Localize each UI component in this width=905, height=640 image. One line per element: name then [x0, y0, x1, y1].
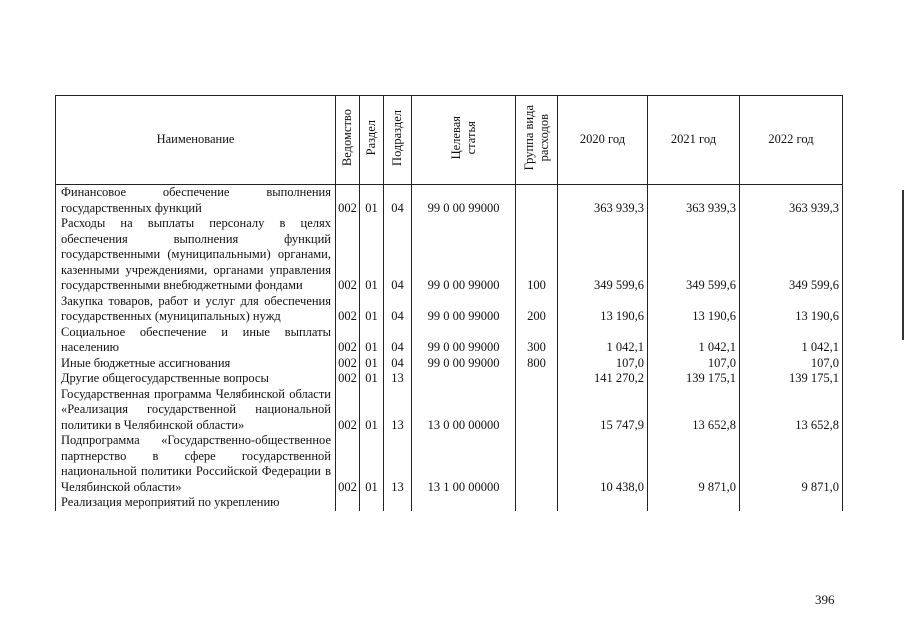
row-2021: 349 599,6	[648, 216, 740, 294]
row-2021: 107,0	[648, 356, 740, 372]
row-razdel: 01	[360, 433, 384, 495]
header-2021: 2021 год	[648, 96, 740, 185]
row-vedomstvo: 002	[336, 294, 360, 325]
row-target-article: 99 0 00 99000	[412, 294, 516, 325]
row-expense-group: 300	[516, 325, 558, 356]
budget-table	[55, 95, 843, 511]
row-2020: 1 042,1	[558, 325, 648, 356]
row-2020: 363 939,3	[558, 185, 648, 217]
row-expense-group	[516, 185, 558, 217]
row-vedomstvo: 002	[336, 433, 360, 495]
row-2022: 13 190,6	[740, 294, 843, 325]
row-vedomstvo: 002	[336, 371, 360, 387]
row-vedomstvo: 002	[336, 387, 360, 434]
row-2022: 139 175,1	[740, 371, 843, 387]
header-vedomstvo: Ведомство	[336, 96, 360, 185]
row-razdel: 01	[360, 216, 384, 294]
row-2022: 13 652,8	[740, 387, 843, 434]
row-vedomstvo: 002	[336, 356, 360, 372]
table-row	[56, 185, 843, 217]
row-razdel: 01	[360, 371, 384, 387]
table-row	[56, 387, 843, 434]
table-row	[56, 325, 843, 356]
row-podrazdel: 04	[384, 325, 412, 356]
row-name: Финансовое обеспечение выполнения государственных функций	[56, 185, 336, 217]
row-podrazdel: 04	[384, 294, 412, 325]
row-expense-group	[516, 433, 558, 495]
table-row	[56, 433, 843, 495]
row-name: Закупка товаров, работ и услуг для обеспечения государственных (муниципальных) нужд	[56, 294, 336, 325]
row-target-article: 99 0 00 99000	[412, 325, 516, 356]
row-name: Расходы на выплаты персоналу в целях обеспечения выполнения функций государственными (муниципальными) органами, казенными учреждениями, органами управления государственными внебюджетными фондами	[56, 216, 336, 294]
row-podrazdel: 04	[384, 185, 412, 217]
row-podrazdel: 04	[384, 216, 412, 294]
row-vedomstvo: 002	[336, 185, 360, 217]
row-2022: 363 939,3	[740, 185, 843, 217]
row-razdel: 01	[360, 294, 384, 325]
row-podrazdel: 13	[384, 387, 412, 434]
row-name: Иные бюджетные ассигнования	[56, 356, 336, 372]
header-name: Наименование	[56, 96, 336, 185]
header-2020: 2020 год	[558, 96, 648, 185]
table-row	[56, 294, 843, 325]
row-2021: 1 042,1	[648, 325, 740, 356]
table-row	[56, 356, 843, 372]
table-row	[56, 495, 843, 511]
row-2020: 13 190,6	[558, 294, 648, 325]
row-2021	[648, 495, 740, 511]
row-2021: 13 652,8	[648, 387, 740, 434]
row-2022: 1 042,1	[740, 325, 843, 356]
row-expense-group	[516, 371, 558, 387]
header-2022: 2022 год	[740, 96, 843, 185]
row-2021: 363 939,3	[648, 185, 740, 217]
row-2021: 13 190,6	[648, 294, 740, 325]
row-2022: 9 871,0	[740, 433, 843, 495]
row-expense-group	[516, 495, 558, 511]
row-2020	[558, 495, 648, 511]
row-razdel: 01	[360, 325, 384, 356]
table-header-row	[56, 96, 843, 185]
row-name: Подпрограмма «Государственно-общественное партнерство в сфере государственной национальной политики Российской Федерации в Челябинской области»	[56, 433, 336, 495]
row-vedomstvo: 002	[336, 216, 360, 294]
table-row	[56, 216, 843, 294]
row-target-article: 13 0 00 00000	[412, 387, 516, 434]
row-podrazdel: 13	[384, 371, 412, 387]
row-2020: 10 438,0	[558, 433, 648, 495]
row-2022: 107,0	[740, 356, 843, 372]
row-2020: 349 599,6	[558, 216, 648, 294]
header-podrazdel: Подраздел	[384, 96, 412, 185]
row-2022	[740, 495, 843, 511]
row-vedomstvo	[336, 495, 360, 511]
header-target-article: Целевая статья	[412, 96, 516, 185]
header-expense-group: Группа вида расходов	[516, 96, 558, 185]
row-2020: 15 747,9	[558, 387, 648, 434]
row-podrazdel: 13	[384, 433, 412, 495]
row-expense-group	[516, 387, 558, 434]
row-2020: 107,0	[558, 356, 648, 372]
row-2022: 349 599,6	[740, 216, 843, 294]
row-expense-group: 800	[516, 356, 558, 372]
row-expense-group: 200	[516, 294, 558, 325]
row-target-article: 99 0 00 99000	[412, 356, 516, 372]
row-2021: 139 175,1	[648, 371, 740, 387]
header-razdel: Раздел	[360, 96, 384, 185]
scan-edge-line	[902, 190, 904, 340]
row-razdel: 01	[360, 185, 384, 217]
row-razdel: 01	[360, 356, 384, 372]
row-target-article: 13 1 00 00000	[412, 433, 516, 495]
row-vedomstvo: 002	[336, 325, 360, 356]
row-razdel: 01	[360, 387, 384, 434]
row-razdel	[360, 495, 384, 511]
row-2020: 141 270,2	[558, 371, 648, 387]
row-target-article: 99 0 00 99000	[412, 185, 516, 217]
row-name: Социальное обеспечение и иные выплаты населению	[56, 325, 336, 356]
row-name: Реализация мероприятий по укреплению	[56, 495, 336, 511]
row-2021: 9 871,0	[648, 433, 740, 495]
table-row	[56, 371, 843, 387]
row-name: Другие общегосударственные вопросы	[56, 371, 336, 387]
page-number: 396	[815, 592, 835, 607]
row-target-article: 99 0 00 99000	[412, 216, 516, 294]
row-target-article	[412, 371, 516, 387]
row-podrazdel	[384, 495, 412, 511]
row-expense-group: 100	[516, 216, 558, 294]
row-podrazdel: 04	[384, 356, 412, 372]
row-name: Государственная программа Челябинской области «Реализация государственной национальной политики в Челябинской области»	[56, 387, 336, 434]
row-target-article	[412, 495, 516, 511]
